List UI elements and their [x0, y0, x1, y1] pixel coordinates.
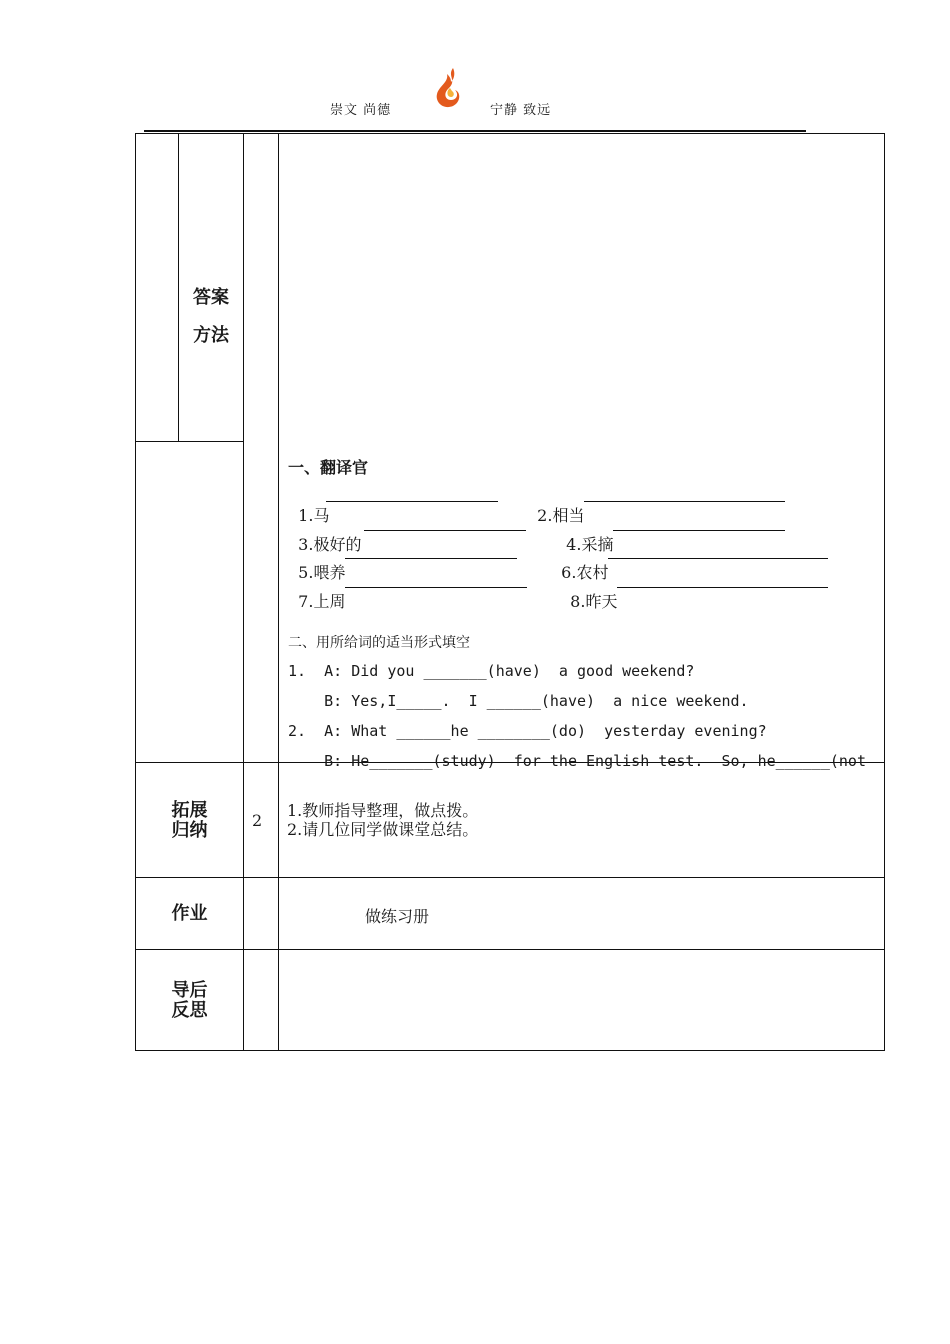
- section2-title: 二、用所给词的适当形式填空: [288, 635, 470, 651]
- vocab-item: 6.农村: [561, 563, 609, 582]
- expand-label: 拓展 归纳: [171, 800, 208, 841]
- homework-label: 作业: [171, 903, 208, 924]
- vocab-item: 8.昨天: [570, 592, 618, 611]
- answer-blank[interactable]: [326, 501, 498, 502]
- answer-blank[interactable]: [584, 501, 785, 502]
- exercise-line: 2. A: What ______he ________(do) yesterday evening?: [288, 722, 767, 740]
- answer-blank[interactable]: [345, 558, 517, 559]
- exercise-line: 1. A: Did you _______(have) a good weekend?: [288, 662, 695, 680]
- header-rule: [144, 130, 806, 132]
- method-label: 方法: [193, 325, 229, 346]
- row-divider: [135, 441, 244, 442]
- exercise-line: B: He_______(study) for the English test. So, he______(not: [288, 752, 866, 770]
- vocab-item: 3.极好的: [298, 535, 362, 554]
- answer-blank[interactable]: [345, 587, 527, 588]
- row-divider: [135, 949, 885, 950]
- answer-blank[interactable]: [613, 530, 785, 531]
- school-logo-icon: [433, 66, 465, 110]
- vocab-item: 5.喂养: [298, 563, 346, 582]
- answer-label: 答案: [193, 287, 229, 308]
- homework-content: 做练习册: [365, 907, 430, 926]
- vocab-item: 2.相当: [537, 506, 585, 525]
- vocab-item: 4.采摘: [566, 535, 614, 554]
- expand-minutes: 2: [252, 811, 263, 830]
- header-right-motto: 宁静 致远: [490, 103, 552, 118]
- section1-title: 一、翻译官: [288, 458, 369, 477]
- column-divider: [243, 133, 244, 1051]
- column-divider: [278, 133, 279, 1051]
- row-divider: [135, 877, 885, 878]
- expand-step-1: 1.教师指导整理，做点拨。: [287, 801, 479, 820]
- header-left-motto: 崇文 尚德: [330, 103, 392, 118]
- answer-blank[interactable]: [608, 558, 828, 559]
- expand-step-2: 2.请几位同学做课堂总结。: [287, 820, 479, 839]
- exercise-line: B: Yes,I_____. I ______(have) a nice weekend.: [288, 692, 749, 710]
- table-bottom-border: [135, 1050, 885, 1051]
- vocab-item: 1.马: [298, 506, 330, 525]
- column-divider: [178, 133, 179, 441]
- table-right-border: [884, 133, 885, 1051]
- section2-exercise: [280, 655, 883, 772]
- answer-blank[interactable]: [364, 530, 526, 531]
- reflection-label: 导后 反思: [171, 980, 208, 1021]
- table-top-border: [135, 133, 885, 134]
- answer-blank[interactable]: [617, 587, 828, 588]
- answer-method-label: [180, 288, 242, 346]
- vocab-item: 7.上周: [298, 592, 346, 611]
